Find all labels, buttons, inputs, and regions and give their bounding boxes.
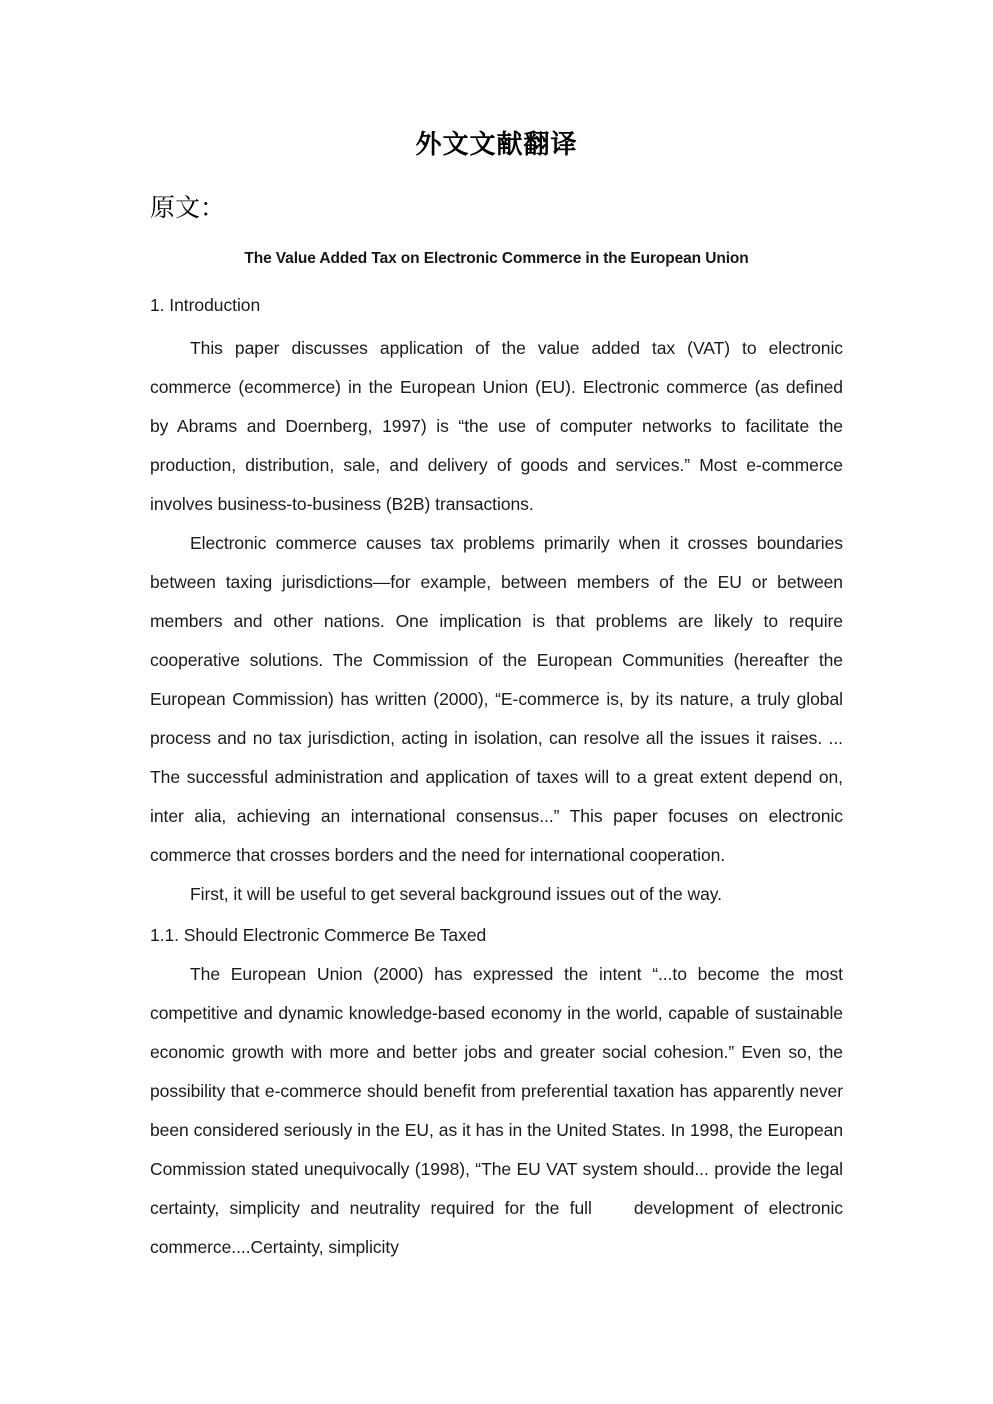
page-title: 外文文献翻译 <box>415 130 578 160</box>
paragraph-intro-2: Electronic commerce causes tax problems primarily when it crosses boundaries between taxing jurisdictions—for example, between members of the EU or between members and other nations. One implication is that problems are likely to require cooperative solutions. The Commission of the European Communities (hereafter the European Commission) has written (2000), “E-commerce is, by its nature, a truly global process and no tax jurisdiction, acting in isolation, can resolve all the issues it raises. ... The successful administration and application of taxes will to a great extent depend on, inter alia, achieving an international consensus...” This paper focuses on electronic commerce that crosses borders and the need for international cooperation. <box>150 533 843 865</box>
paragraph-intro-1: This paper discusses application of the value added tax (VAT) to electronic commerce (ecommerce) in the European Union (EU). Electronic commerce (as defined by Abrams and Doernberg, 1997) is “the use of computer networks to facilitate the production, distribution, sale, and delivery of goods and services.” Most e-commerce involves business-to-business (B2B) transactions. <box>150 338 843 514</box>
paragraph-intro-3: First, it will be useful to get several background issues out of the way. <box>190 884 722 904</box>
paragraph-taxed-1 <box>150 955 843 1267</box>
source-text-label: 原文： <box>150 193 226 222</box>
paragraph-taxed-1-part-a: The European Union (2000) has expressed the intent “...to become the most competitive and dynamic knowledge-based economy in the world, capable of sustainable economic growth with more and better jobs and greater social cohesion.” Even so, the possibility that e-commerce should benefit from preferential taxation has apparently never been considered seriously in the EU, as it has in the United States. In 1998, the European Commission stated unequivocally (1998), “The EU VAT system should... provide the legal certainty, simplicity and neutrality required for the full <box>150 964 843 1218</box>
document-content <box>150 0 843 1267</box>
paragraph-taxed-1-part-b: development of electronic commerce....Certainty, simplicity <box>150 1198 844 1257</box>
paper-title: The Value Added Tax on Electronic Commerce in the European Union <box>244 250 749 267</box>
section-heading-introduction: 1. Introduction <box>150 295 261 315</box>
section-heading-should-be-taxed: 1.1. Should Electronic Commerce Be Taxed <box>150 925 487 945</box>
